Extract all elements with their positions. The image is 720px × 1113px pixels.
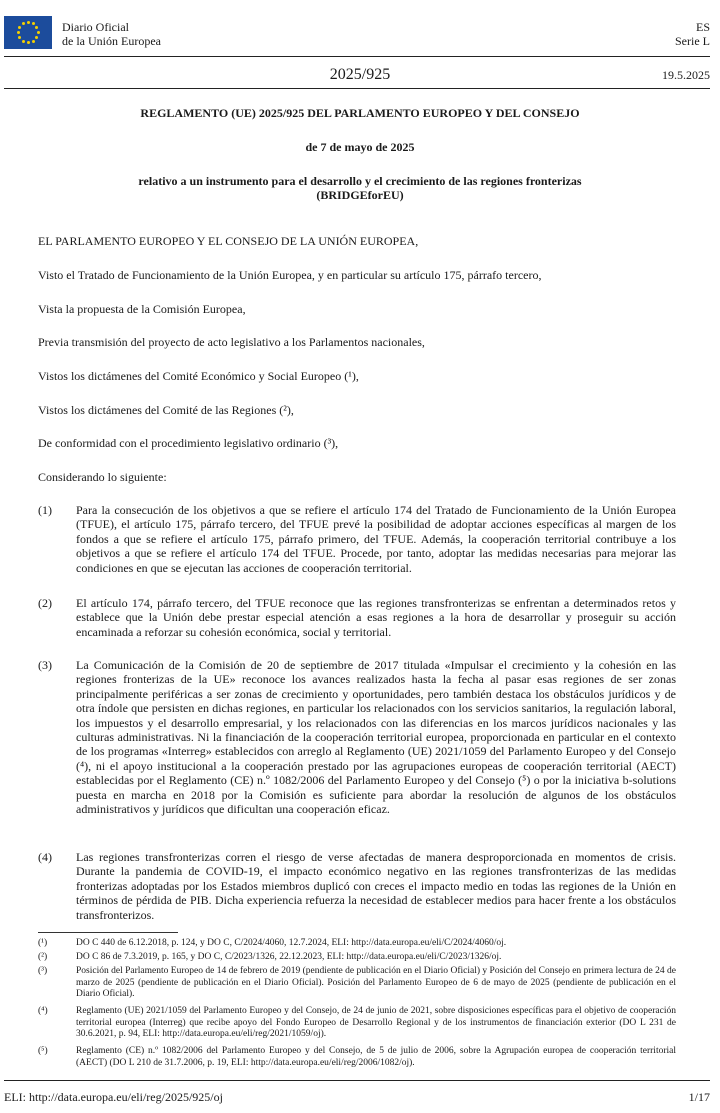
journal-name-line2: de la Unión Europea xyxy=(62,34,161,48)
flag-star-icon xyxy=(27,41,30,44)
regulation-date: de 7 de mayo de 2025 xyxy=(305,140,415,154)
journal-header xyxy=(4,14,710,56)
page-number: 1/17 xyxy=(688,1090,710,1104)
document-number: 2025/925 xyxy=(329,66,391,83)
footnote-text: DO C 86 de 7.3.2019, p. 165, y DO C, C/2023/1326, 22.12.2023, ELI: http://data.europa.eu/eli/C/2023/1326/oj. xyxy=(76,952,502,962)
flag-star-icon xyxy=(37,31,40,34)
recital-text: El artículo 174, párrafo tercero, del TFUE reconoce que las regiones transfronterizas se enfrentan a determinados retos y establece que la Unión debe prestar especial atención a esas regiones a la hora de desarrollar y proseguir su acción encaminada a reforzar su cohesión económica, social y territorial. xyxy=(76,596,676,639)
flag-star-icon xyxy=(32,40,35,43)
flag-star-icon xyxy=(18,36,21,39)
flag-star-icon xyxy=(17,31,20,34)
language-series xyxy=(675,20,710,48)
number-rule xyxy=(4,88,710,89)
footnote-number: (⁵) xyxy=(38,1046,48,1056)
preamble-line: Previa transmisión del proyecto de acto legislativo a los Parlamentos nacionales, xyxy=(38,335,425,349)
recital-text: La Comunicación de la Comisión de 20 de septiembre de 2017 titulada «Impulsar el crecimiento y la cohesión en las regiones fronterizas de la UE» reconoce los avances realizados hasta la fecha al pasar esas regiones de ser zonas principalmente periféricas a ser zonas de crecimiento y oportunidades, pero también destaca los obstáculos jurídicos y de otra índole que persisten en dichas regiones, en particular los relacionados con los servicios sanitarios, la regulación laboral, los impuestos y el desarrollo empresarial, y los relacionados con las diferencias en los marcos jurídicos nacionales y las culturas administrativas. Ni la financiación de la cooperación territorial europea, proporcionada en particular en el contexto de los programas «Interreg» establecidos con arreglo al Reglamento (UE) 2021/1059 del Parlamento Europeo y del Consejo (⁴), ni el apoyo institucional a la cooperación prestado por las agrupaciones europeas de cooperación territorial (AECT) establecidas por el Reglamento (CE) n.º 1082/2006 del Parlamento Europeo y del Consejo (⁵) o por la iniciativa b-solutions puesta en marcha en 2018 por la Comisión es suficiente para abordar la resolución de algunos de los obstáculos administrativos y jurídicos que dificultan una cooperación eficaz. xyxy=(76,658,676,817)
publication-date: 19.5.2025 xyxy=(662,68,710,82)
flag-star-icon xyxy=(35,36,38,39)
journal-name-line1: Diario Oficial xyxy=(62,20,129,34)
footnote-text: DO C 440 de 6.12.2018, p. 124, y DO C, C/2024/4060, 12.7.2024, ELI: http://data.europa.eu/eli/C/2024/4060/oj. xyxy=(76,938,507,948)
journal-name xyxy=(62,20,161,48)
preamble-line: De conformidad con el procedimiento legislativo ordinario (³), xyxy=(38,436,339,450)
recital-text: Las regiones transfronterizas corren el riesgo de verse afectadas de manera desproporcionada en momentos de crisis. Durante la pandemia de COVID-19, el impacto económico negativo en las regiones transfronterizas de las medidas fronterizas adoptadas por los Estados miembros duplicó con creces el impacto medio en todas las regiones de la Unión en términos de pérdida de PIB. Dicha experiencia refuerza la necesidad de establecer medios para hacer frente a los obstáculos transfronterizos. xyxy=(76,850,676,922)
footnote-text: Reglamento (CE) n.º 1082/2006 del Parlamento Europeo y del Consejo, de 5 de julio de 2006, sobre la Agrupación europea de cooperación territorial (AECT) (DO L 210 de 31.7.2006, p. 19, ELI: http://data.europa.eu/eli/reg/2006/1082/oj). xyxy=(76,1046,676,1068)
flag-star-icon xyxy=(32,22,35,25)
recital-number: (4) xyxy=(38,850,52,864)
recital-text: Para la consecución de los objetivos a que se refiere el artículo 174 del Tratado de Funcionamiento de la Unión Europea (TFUE), el artículo 175, párrafo tercero, del TFUE prevé la posibilidad de adoptar acciones específicas al margen de los fondos a que se refiere el artículo 175, párrafo primero, del TFUE. Además, la cooperación territorial contribuye a los objetivos a que se refiere el artículo 174 del TFUE. Procede, por tanto, adoptar las medidas necesarias para mejorar las condiciones en que se ejecutan las acciones de cooperación territorial. xyxy=(76,503,676,575)
preamble-line: Visto el Tratado de Funcionamiento de la Unión Europea, y en particular su artículo 175, párrafo tercero, xyxy=(38,268,542,282)
eu-flag-icon xyxy=(4,16,52,49)
preamble-line: EL PARLAMENTO EUROPEO Y EL CONSEJO DE LA UNIÓN EUROPEA, xyxy=(38,234,419,248)
footnote-text: Posición del Parlamento Europeo de 14 de febrero de 2019 (pendiente de publicación en el Diario Oficial) y Posición del Consejo en primera lectura de 24 de marzo de 2025 (pendiente de publicación en el Diario Oficial). Posición del Parlamento Europeo de 6 de mayo de 2025 (pendiente de publicación en el Diario Oficial). xyxy=(76,966,676,999)
flag-star-icon xyxy=(22,22,25,25)
language-code: ES xyxy=(695,20,710,34)
regulation-title: REGLAMENTO (UE) 2025/925 DEL PARLAMENTO EUROPEO Y DEL CONSEJO xyxy=(140,106,580,120)
flag-star-icon xyxy=(35,26,38,29)
flag-star-icon xyxy=(22,40,25,43)
header-rule xyxy=(4,56,710,57)
preamble-line: Vistos los dictámenes del Comité de las Regiones (²), xyxy=(38,403,294,417)
preamble-line: Considerando lo siguiente: xyxy=(38,470,167,484)
recital-number: (2) xyxy=(38,596,52,610)
eli-link[interactable]: ELI: http://data.europa.eu/eli/reg/2025/925/oj xyxy=(4,1090,223,1104)
preamble-line: Vista la propuesta de la Comisión Europea, xyxy=(38,302,246,316)
footnote-number: (³) xyxy=(38,966,48,976)
series-label: Serie L xyxy=(675,34,710,48)
recital-number: (3) xyxy=(38,658,52,672)
recital-number: (1) xyxy=(38,503,52,517)
footnote-rule xyxy=(38,932,178,933)
regulation-subject: relativo a un instrumento para el desarrollo y el crecimiento de las regiones fronterizas xyxy=(138,174,582,188)
regulation-short-name: (BRIDGEforEU) xyxy=(316,188,404,202)
footnote-text: Reglamento (UE) 2021/1059 del Parlamento Europeo y del Consejo, de 24 de junio de 2021, sobre disposiciones específicas para el objetivo de cooperación territorial europea (Interreg) que recibe apoyo del Fondo Europeo de Desarrollo Regional y de los instrumentos de financiación exterior (DO L 231 de 30.6.2021, p. 94, ELI: http://data.europa.eu/eli/reg/2021/1059/oj). xyxy=(76,1006,676,1039)
footnote-number: (²) xyxy=(38,952,48,962)
preamble-line: Vistos los dictámenes del Comité Económico y Social Europeo (¹), xyxy=(38,369,359,383)
flag-star-icon xyxy=(27,21,30,24)
footer-rule xyxy=(4,1080,710,1081)
flag-star-icon xyxy=(18,26,21,29)
footnote-number: (¹) xyxy=(38,938,48,948)
footnote-number: (⁴) xyxy=(38,1006,48,1016)
